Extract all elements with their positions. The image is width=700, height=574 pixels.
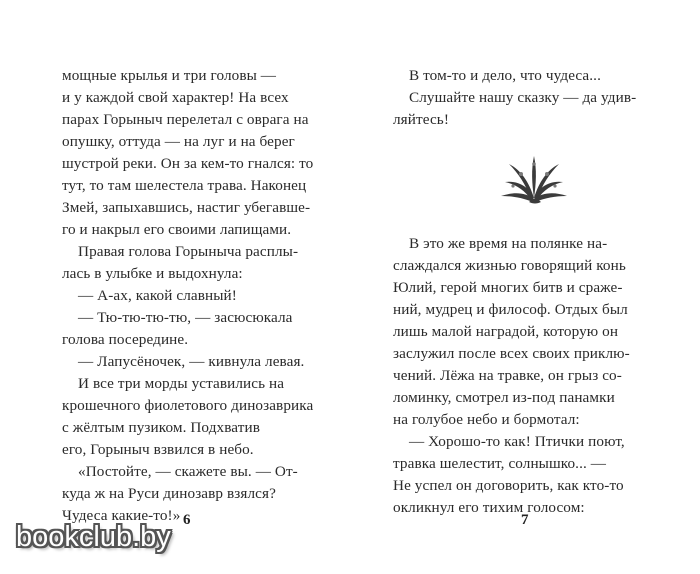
text-line: Не успел он договорить, как кто-то xyxy=(393,477,624,494)
text-line: Правая голова Горыныча расплы- xyxy=(78,243,299,260)
text-line: шустрой реки. Он за кем-то гнался: то xyxy=(62,155,314,172)
text-line: го и накрыл его своими лапищами. xyxy=(62,221,292,238)
text-line: В это же время на полянке на- xyxy=(409,235,608,252)
text-line: Чудеса какие-то!» xyxy=(62,507,181,524)
text-line: с жёлтым пузиком. Подхватив xyxy=(62,419,260,436)
text-line: ломинку, смотрел из-под панамки xyxy=(393,389,615,406)
text-line: голова посередине. xyxy=(62,331,189,348)
text-line: парах Горыныч перелетал с оврага на xyxy=(62,111,309,128)
text-line: В том-то и дело, что чудеса... xyxy=(409,67,601,84)
page-number: 6 xyxy=(183,512,191,528)
text-line: — А-ах, какой славный! xyxy=(78,287,237,304)
text-line: «Постойте, — скажете вы. — От- xyxy=(78,463,298,480)
text-line: лась в улыбке и выдохнула: xyxy=(62,265,243,282)
text-line: куда ж на Руси динозавр взялся? xyxy=(62,485,276,502)
right-page xyxy=(350,0,700,574)
page-number: 7 xyxy=(521,512,529,528)
text-line: на голубое небо и бормотал: xyxy=(393,411,580,428)
text-line: травка шелестит, солнышко... — xyxy=(393,455,607,472)
text-line: ний, мудрец и философ. Отдых был xyxy=(393,301,628,318)
text-line: Змей, запыхавшись, настиг убегавше- xyxy=(62,199,311,216)
text-line: опушку, оттуда — на луг и на берег xyxy=(62,133,295,150)
text-line: Слушайте нашу сказку — да удив- xyxy=(409,89,637,106)
watermark-logo: bookclub.by xyxy=(16,521,171,553)
text-line: — Хорошо-то как! Птички поют, xyxy=(409,433,625,450)
text-line: заслужил после всех своих приклю- xyxy=(393,345,630,362)
text-line: чений. Лёжа на травке, он грыз со- xyxy=(393,367,622,384)
text-line: Юлий, герой многих битв и сраже- xyxy=(393,279,623,296)
text-line: И все три морды уставились на xyxy=(78,375,285,392)
text-line: — Лапусёночек, — кивнула левая. xyxy=(78,353,305,370)
text-line: мощные крылья и три головы — xyxy=(62,67,277,84)
text-line: окликнул его тихим голосом: xyxy=(393,499,585,516)
text-line: ляйтесь! xyxy=(393,111,449,128)
text-line: его, Горыныч взвился в небо. xyxy=(62,441,254,458)
plant-ornament-icon xyxy=(491,152,577,204)
text-line: — Тю-тю-тю-тю, — засюсюкала xyxy=(78,309,293,326)
text-line: лишь малой наградой, которую он xyxy=(393,323,619,340)
text-line: слаждался жизнью говорящий конь xyxy=(393,257,626,274)
text-line: и у каждой свой характер! На всех xyxy=(62,89,289,106)
text-line: тут, то там шелестела трава. Наконец xyxy=(62,177,307,194)
text-line: крошечного фиолетового динозаврика xyxy=(62,397,314,414)
